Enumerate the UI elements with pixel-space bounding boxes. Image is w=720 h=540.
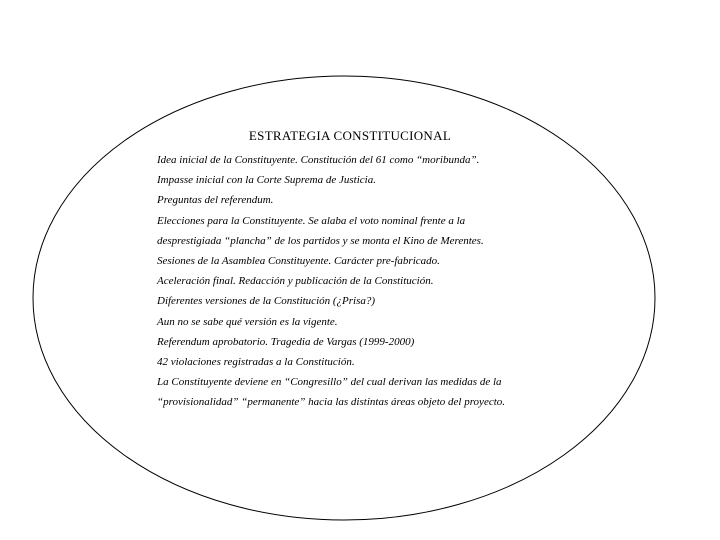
text-line: Idea inicial de la Constituyente. Constitución del 61 como “moribunda”. xyxy=(157,154,480,166)
text-line: Impasse inicial con la Corte Suprema de Justicia. xyxy=(157,174,376,187)
text-lines xyxy=(157,150,557,412)
text-line: Aceleración final. Redacción y publicación de la Constitución. xyxy=(157,275,434,288)
text-line: Preguntas del referendum. xyxy=(157,194,274,207)
text-line: “provisionalidad” “permanente” hacia las distintas áreas objeto del proyecto. xyxy=(157,396,506,409)
text-line: Referendum aprobatorio. Tragedia de Vargas (1999-2000) xyxy=(157,335,415,348)
text-line: Elecciones para la Constituyente. Se alaba el voto nominal frente a la xyxy=(157,214,466,227)
text-line: 42 violaciones registradas a la Constitución. xyxy=(157,355,355,368)
text-line: desprestigiada “plancha” de los partidos y se monta el Kino de Merentes. xyxy=(157,234,484,247)
text-line: La Constituyente deviene en “Congresillo” del cual derivan las medidas de la xyxy=(157,376,502,389)
text-line: Aun no se sabe qué versión es la vigente. xyxy=(157,315,338,328)
text-line: Diferentes versiones de la Constitución (¿Prisa?) xyxy=(157,295,376,308)
document-title: ESTRATEGIA CONSTITUCIONAL xyxy=(248,128,452,143)
text-line: Sesiones de la Asamblea Constituyente. Carácter pre-fabricado. xyxy=(157,254,440,267)
